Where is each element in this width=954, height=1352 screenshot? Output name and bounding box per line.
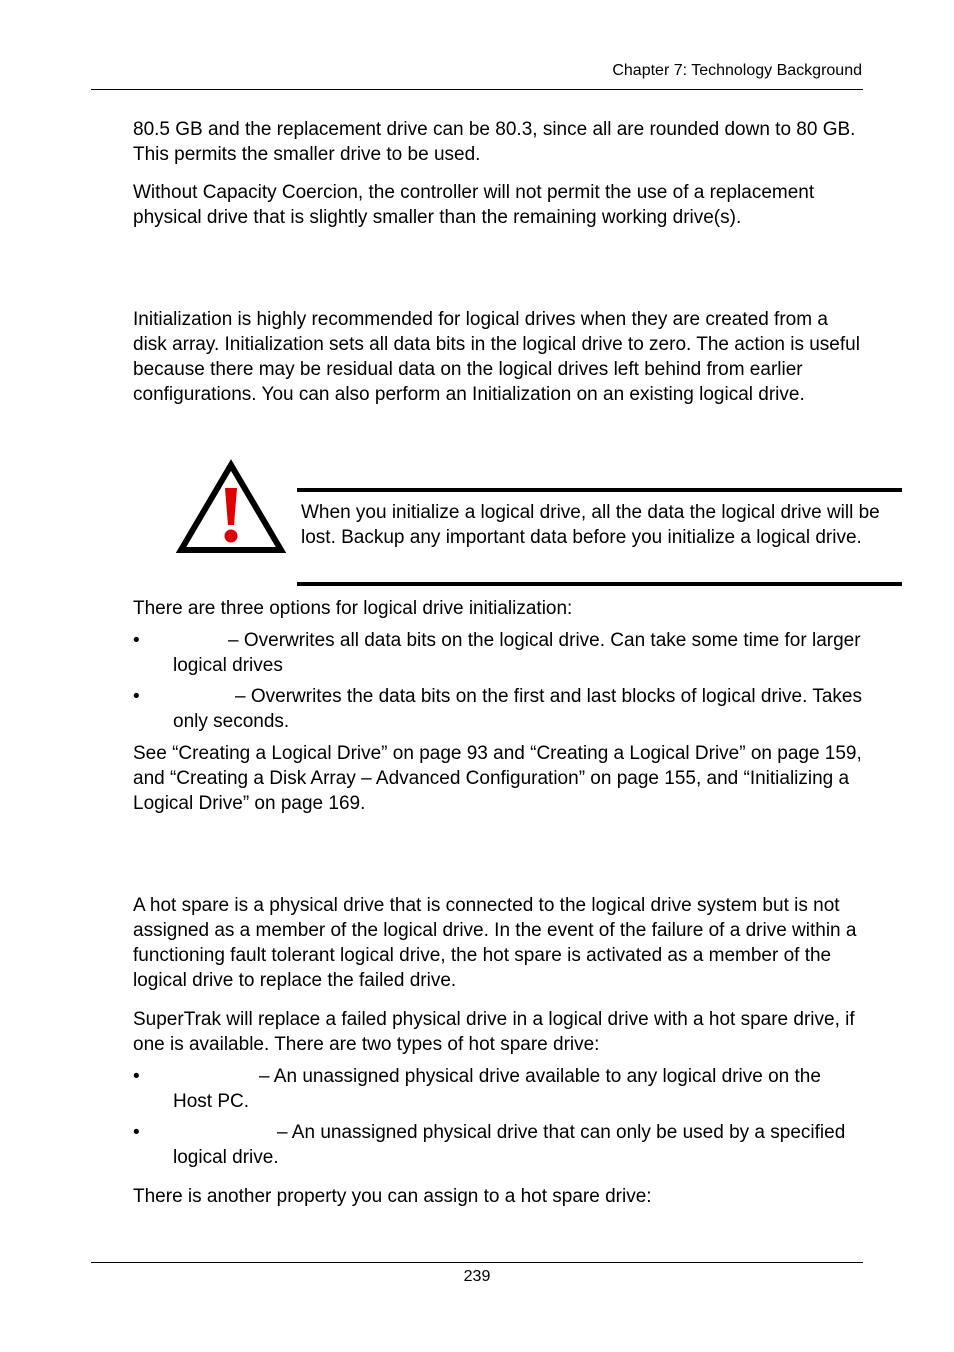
paragraph-another-property: There is another property you can assign to a hot spare drive: [133, 1186, 652, 1207]
list-item-text: – An unassigned physical drive available to any logical drive on the Host PC. [173, 1066, 821, 1112]
list-item-init-full [133, 628, 863, 678]
warning-triangle-icon [176, 459, 286, 555]
bullet-symbol: • [133, 630, 140, 651]
bullet-symbol: • [133, 1066, 140, 1087]
paragraph-initialization: Initialization is highly recommended for logical drives when they are created from a disk array. Initialization sets all data bits in the logical drive to zero. The action is useful because there may be residual data on the logical drives left behind from earlier configurations. You can also perform an Initialization on an existing logical drive. [133, 309, 860, 405]
page-number: 239 [463, 1268, 491, 1285]
paragraph-coercion-continued: 80.5 GB and the replacement drive can be 80.3, since all are rounded down to 80 GB. This permits the smaller drive to be used. [133, 119, 856, 165]
list-item-spare-dedicated [133, 1120, 863, 1170]
list-item-text: – Overwrites the data bits on the first and last blocks of logical drive. Takes only seconds. [173, 686, 862, 732]
header-rule [91, 89, 863, 90]
bullet-symbol: • [133, 686, 140, 707]
list-item-text: – An unassigned physical drive that can only be used by a specified logical drive. [173, 1122, 846, 1168]
warning-callout [297, 488, 902, 586]
footer-rule [91, 1262, 863, 1263]
warning-text: When you initialize a logical drive, all the data the logical drive will be lost. Backup any important data before you initialize a logical drive. [301, 502, 880, 548]
paragraph-hot-spare: A hot spare is a physical drive that is connected to the logical drive system but is not assigned as a member of the logical drive. In the event of the failure of a drive within a functioning fault tolerant logical drive, the hot spare is activated as a member of the logical drive to replace the failed drive. [133, 895, 857, 991]
list-item-init-quick [133, 684, 863, 734]
running-header: Chapter 7: Technology Background [612, 62, 862, 79]
paragraph-without-coercion: Without Capacity Coercion, the controller will not permit the use of a replacement physical drive that is slightly smaller than the remaining working drive(s). [133, 182, 815, 228]
paragraph-see-also: See “Creating a Logical Drive” on page 93 and “Creating a Logical Drive” on page 159, and “Creating a Disk Array – Advanced Configuration” on page 155, and “Initializing a Logical Drive” on page 169. [133, 743, 862, 814]
paragraph-supertrak-replace: SuperTrak will replace a failed physical drive in a logical drive with a hot spare drive, if one is available. There are two types of hot spare drive: [133, 1009, 855, 1055]
list-item-spare-global [133, 1064, 863, 1114]
paragraph-init-options-intro: There are three options for logical drive initialization: [133, 598, 573, 619]
bullet-symbol: • [133, 1122, 140, 1143]
list-item-text: – Overwrites all data bits on the logical drive. Can take some time for larger logical drives [173, 630, 861, 676]
